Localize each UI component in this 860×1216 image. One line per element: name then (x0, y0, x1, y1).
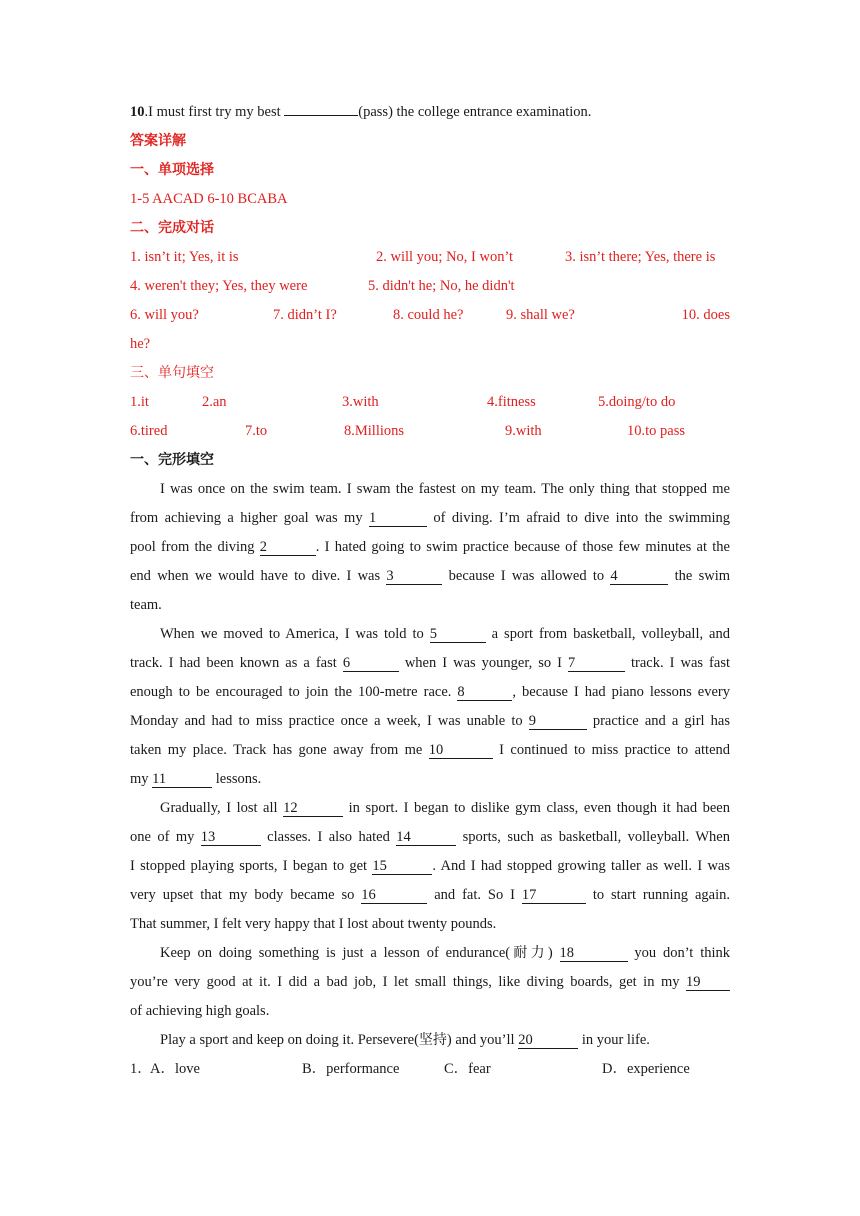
passage-text: I stopped playing sports, I began to get (130, 858, 373, 874)
passage-text: end when we would have to dive. I was (130, 568, 387, 584)
answer-item: 9.with (505, 423, 542, 439)
answer-item: 10.to pass (627, 423, 685, 439)
cloze-blank-4: 4 (610, 568, 668, 585)
passage-text: , because I had piano lessons every (512, 684, 730, 700)
passage-text: I continued to miss practice to attend (492, 742, 731, 758)
answer-item: 6.tired (130, 423, 168, 439)
cloze-blank-9: 9 (529, 713, 587, 730)
section-1-answers: 1-5 AACAD 6-10 BCABA (130, 191, 288, 207)
question-number: 10 (130, 104, 145, 120)
answer-item: 5. didn't he; No, he didn't (368, 278, 515, 294)
passage-text: ) and you’ll (446, 1032, 519, 1048)
passage-text: when I was younger, so I (398, 655, 568, 671)
question-text-before: .I must first try my best (144, 104, 285, 120)
option-d: D．experience (602, 1061, 690, 1077)
passage-text: you’re very good at it. I did a bad job, I let small things, like diving boards, get in my (130, 974, 686, 990)
cloze-paragraph-2 (130, 620, 730, 794)
passage-text: my (130, 771, 153, 787)
cloze-blank-20: 20 (518, 1032, 578, 1049)
document-page (130, 98, 730, 1084)
passage-text: track. I had been known as a fast (130, 655, 343, 671)
cloze-paragraph-3 (130, 794, 730, 939)
passage-text: you don’t think (627, 945, 731, 961)
cloze-blank-18: 18 (560, 945, 628, 962)
section-2-row-2 (130, 272, 730, 301)
answer-item: 1. isn’t it; Yes, it is (130, 249, 239, 265)
cloze-blank-15: 15 (372, 858, 432, 875)
cloze-blank-10: 10 (429, 742, 493, 759)
section-3-title: 三、单句填空 (130, 365, 214, 381)
answer-item: 4. weren't they; Yes, they were (130, 278, 308, 294)
cloze-blank-8: 8 (457, 684, 512, 701)
section-3-row-1 (130, 388, 730, 417)
cloze-blank-11: 11 (152, 771, 212, 788)
cloze-section-title: 一、完形填空 (130, 452, 214, 468)
passage-text: When we moved to America, I was told to (160, 626, 430, 642)
cloze-blank-7: 7 (568, 655, 625, 672)
passage-text: practice and a girl has (586, 713, 730, 729)
section-3-row-2 (130, 417, 730, 446)
passage-text: because I was allowed to (442, 568, 611, 584)
answer-item: 6. will you? (130, 307, 199, 323)
cloze-blank-3: 3 (386, 568, 442, 585)
passage-text: pool from the diving (130, 539, 260, 555)
answer-item: 10. does (681, 307, 730, 323)
option-a: A．love (150, 1061, 200, 1077)
passage-text: the swim (668, 568, 730, 584)
answer-blank (284, 115, 358, 116)
section-2-row-4: he? (130, 336, 151, 352)
answer-item: 7. didn’t I? (273, 307, 337, 323)
passage-text: 耐力 (510, 945, 548, 961)
answer-item: 3. isn’t there; Yes, there is (565, 249, 716, 265)
question-number: 1． (130, 1061, 152, 1077)
answer-item: 7.to (245, 423, 268, 439)
cloze-blank-6: 6 (343, 655, 399, 672)
section-2-title: 二、完成对话 (130, 220, 214, 236)
passage-text: sports, such as basketball, volleyball. When (456, 829, 730, 845)
cloze-blank-17: 17 (522, 887, 586, 904)
passage-text: a sport from basketball, volleyball, and (485, 626, 730, 642)
passage-text: That summer, I felt very happy that I lost about twenty pounds. (130, 916, 497, 932)
cloze-blank-2: 2 (260, 539, 316, 556)
passage-text: ) (547, 945, 560, 961)
passage-text: in sport. I began to dislike gym class, even though it had been (343, 800, 730, 816)
cloze-blank-16: 16 (361, 887, 427, 904)
option-c: C．fear (444, 1061, 491, 1077)
answer-item: 5.doing/to do (598, 394, 676, 410)
passage-text: . I hated going to swim practice because of those few minutes at the (315, 539, 730, 555)
passage-text: very upset that my body became so (130, 887, 362, 903)
passage-text: I was once on the swim team. I swam the fastest on my team. The only thing that stopped me (160, 481, 730, 497)
cloze-paragraph-4 (130, 939, 730, 1026)
answer-item: 3.with (342, 394, 379, 410)
answer-section-title: 答案详解 (130, 133, 186, 149)
passage-text: Monday and had to miss practice once a week, I was unable to (130, 713, 529, 729)
passage-text: track. I was fast (625, 655, 730, 671)
question-10 (130, 98, 730, 127)
cloze-blank-14: 14 (396, 829, 456, 846)
section-1-title: 一、单项选择 (130, 162, 214, 178)
passage-text: team. (130, 597, 162, 613)
question-text-after: (pass) the college entrance examination. (358, 104, 592, 120)
answer-item: 1.it (130, 394, 149, 410)
passage-text: Gradually, I lost all (160, 800, 284, 816)
cloze-blank-19: 19 (686, 974, 730, 991)
passage-text: taken my place. Track has gone away from me (130, 742, 429, 758)
question-1-options (130, 1055, 730, 1084)
option-b: B．performance (302, 1061, 400, 1077)
passage-text: of diving. I’m afraid to dive into the swimming (427, 510, 730, 526)
passage-text: lessons. (212, 771, 262, 787)
answer-item: 9. shall we? (506, 307, 575, 323)
passage-text: Keep on doing something is just a lesson of endurance( (160, 945, 511, 961)
passage-text: Play a sport and keep on doing it. Persevere( (160, 1032, 419, 1048)
answer-item: 2.an (202, 394, 227, 410)
passage-text: . And I had stopped growing taller as well. I was (432, 858, 730, 874)
passage-text: one of my (130, 829, 201, 845)
passage-text: classes. I also hated (260, 829, 397, 845)
answer-item: 8.Millions (344, 423, 405, 439)
answer-item: 4.fitness (487, 394, 536, 410)
passage-text: from achieving a higher goal was my (130, 510, 369, 526)
cloze-blank-13: 13 (201, 829, 261, 846)
passage-text: to start running again. (585, 887, 730, 903)
answer-item: 8. could he? (393, 307, 464, 323)
answer-item: 2. will you; No, I won’t (376, 249, 514, 265)
section-2-row-3 (130, 301, 730, 330)
passage-text: 坚持 (418, 1032, 447, 1048)
cloze-blank-12: 12 (283, 800, 343, 817)
cloze-blank-5: 5 (430, 626, 486, 643)
cloze-paragraph-5 (130, 1026, 730, 1055)
passage-text: enough to be encouraged to join the 100-metre race. (130, 684, 458, 700)
cloze-blank-1: 1 (369, 510, 427, 527)
passage-text: of achieving high goals. (130, 1003, 270, 1019)
passage-text: in your life. (578, 1032, 650, 1048)
cloze-paragraph-1 (130, 475, 730, 620)
section-2-row-1 (130, 243, 730, 272)
passage-text: and fat. So I (427, 887, 522, 903)
